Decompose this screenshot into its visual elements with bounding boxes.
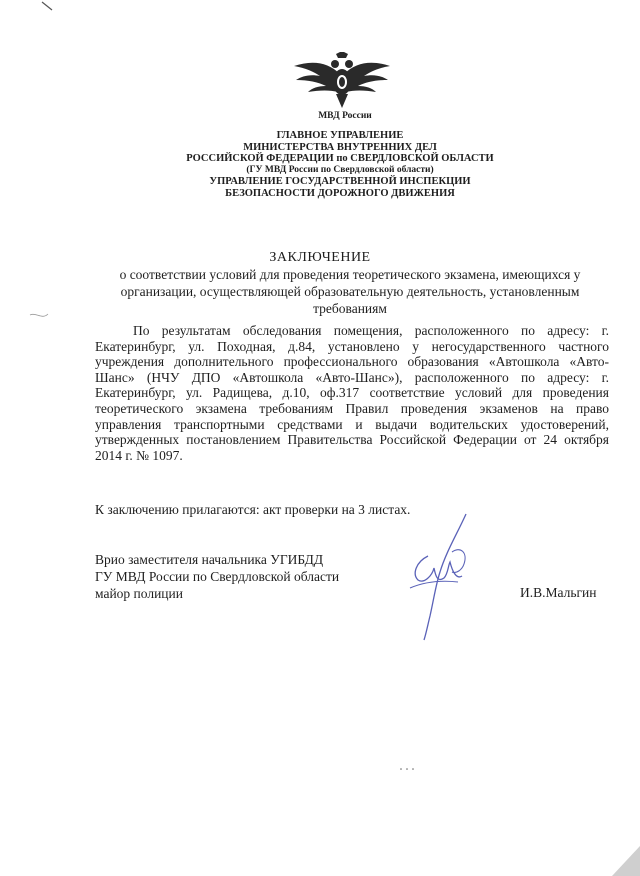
scan-dots-icon [398, 766, 418, 772]
organization-header [150, 130, 530, 199]
subtitle-line: организации, осуществляющей образовательную деятельность, установленным [120, 284, 580, 299]
org-line: УПРАВЛЕНИЕ ГОСУДАРСТВЕННОЙ ИНСПЕКЦИИ [209, 176, 471, 187]
signatory-name: И.В.Мальгин [520, 585, 597, 600]
document-subtitle [80, 266, 620, 317]
page-corner-icon [612, 846, 640, 876]
scan-mark-icon [28, 308, 50, 322]
position-line: ГУ МВД России по Свердловской области [95, 569, 340, 584]
subtitle-line: о соответствии условий для проведения теоретического экзамена, имеющихся у [119, 267, 581, 282]
org-line: ГЛАВНОЕ УПРАВЛЕНИЕ [276, 130, 404, 141]
scan-mark-icon [40, 0, 54, 14]
org-line: БЕЗОПАСНОСТИ ДОРОЖНОГО ДВИЖЕНИЯ [225, 187, 455, 199]
emblem-caption: МВД России [318, 111, 372, 121]
document-title: ЗАКЛЮЧЕНИЕ [269, 250, 371, 265]
subtitle-line: требованиям [313, 301, 387, 316]
attachment-note: К заключению прилагаются: акт проверки на 3 листах. [95, 502, 411, 517]
org-line: МИНИСТЕРСТВА ВНУТРЕННИХ ДЕЛ [243, 141, 437, 153]
position-line: майор полиции [95, 586, 183, 601]
handwritten-signature [400, 512, 480, 642]
org-line: РОССИЙСКОЙ ФЕДЕРАЦИИ по СВЕРДЛОВСКОЙ ОБЛАСТИ [186, 153, 494, 164]
signatory-position [95, 551, 395, 602]
mvd-emblem-icon [292, 52, 392, 110]
document-body: По результатам обследования помещения, расположенного по адресу: г. Екатеринбург, ул. Походная, д.84, установлено у негосударственного частного учреждения дополнительного профессионального образования «Автошкола «Авто-Шанс» (НЧУ ДПО «Автошкола «Авто-Шанс»), расположенного по адресу: г. Екатеринбург, ул. Радищева, д.10, оф.317 соответствие условий для проведения теоретического экзамена требованиям Правил проведения экзаменов на право управления транспортными средствами и выдачи водительских удостоверений, утвержденных постановлением Правительства Российской Федерации от 24 октября 2014 г. № 1097. [95, 323, 609, 463]
position-line: Врио заместителя начальника УГИБДД [95, 552, 324, 567]
org-line: (ГУ МВД России по Свердловской области) [246, 164, 434, 175]
